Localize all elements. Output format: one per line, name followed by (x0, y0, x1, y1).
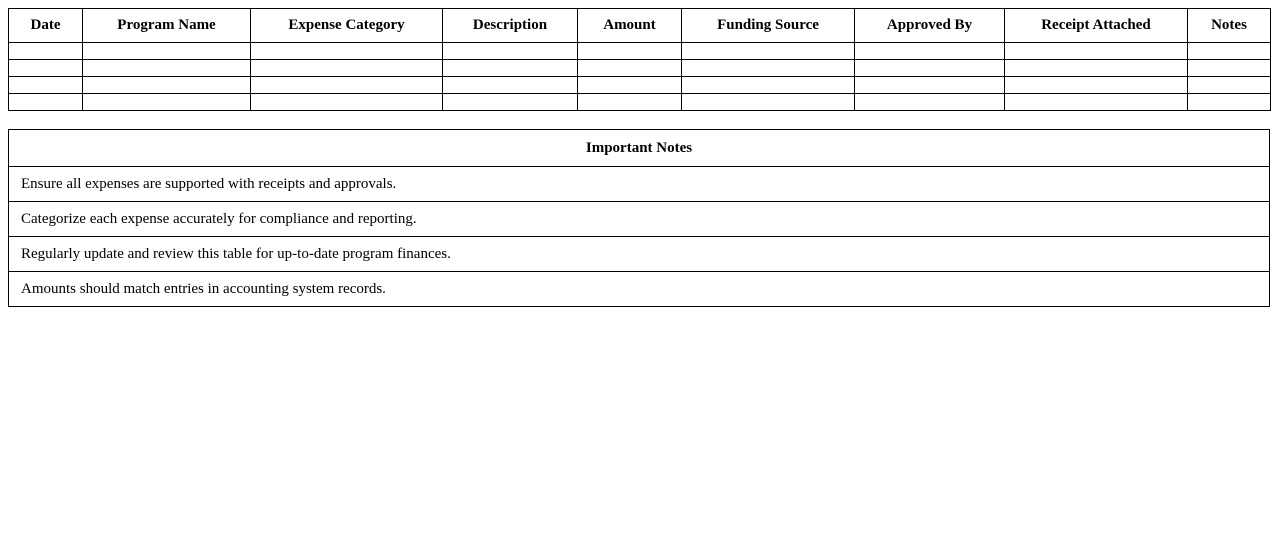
table-cell[interactable] (9, 43, 83, 60)
notes-title: Important Notes (9, 130, 1270, 167)
table-row (9, 94, 1271, 111)
table-cell[interactable] (1188, 94, 1271, 111)
table-cell[interactable] (251, 94, 443, 111)
table-cell[interactable] (443, 94, 578, 111)
notes-row (9, 272, 1270, 307)
column-header-description: Description (443, 9, 578, 43)
table-cell[interactable] (578, 43, 682, 60)
table-cell[interactable] (1188, 77, 1271, 94)
table-cell[interactable] (1188, 60, 1271, 77)
note-item: Regularly update and review this table for up-to-date program finances. (9, 237, 1270, 272)
table-cell[interactable] (855, 94, 1005, 111)
notes-header-row (9, 130, 1270, 167)
table-cell[interactable] (443, 77, 578, 94)
table-cell[interactable] (9, 60, 83, 77)
table-cell[interactable] (9, 77, 83, 94)
table-cell[interactable] (855, 77, 1005, 94)
table-cell[interactable] (682, 77, 855, 94)
table-cell[interactable] (83, 43, 251, 60)
table-cell[interactable] (682, 94, 855, 111)
table-cell[interactable] (443, 60, 578, 77)
table-row (9, 77, 1271, 94)
column-header-date: Date (9, 9, 83, 43)
column-header-expense-category: Expense Category (251, 9, 443, 43)
column-header-notes: Notes (1188, 9, 1271, 43)
note-item: Amounts should match entries in accounting system records. (9, 272, 1270, 307)
table-cell[interactable] (1005, 43, 1188, 60)
table-cell[interactable] (83, 94, 251, 111)
table-cell[interactable] (251, 43, 443, 60)
table-cell[interactable] (578, 60, 682, 77)
table-cell[interactable] (9, 94, 83, 111)
table-row (9, 43, 1271, 60)
table-cell[interactable] (855, 60, 1005, 77)
table-cell[interactable] (1005, 60, 1188, 77)
table-cell[interactable] (1005, 77, 1188, 94)
table-cell[interactable] (578, 77, 682, 94)
column-header-approved-by: Approved By (855, 9, 1005, 43)
expense-table-header-row (9, 9, 1271, 43)
table-cell[interactable] (578, 94, 682, 111)
note-item: Ensure all expenses are supported with receipts and approvals. (9, 167, 1270, 202)
table-row (9, 60, 1271, 77)
column-header-funding-source: Funding Source (682, 9, 855, 43)
table-cell[interactable] (251, 60, 443, 77)
table-cell[interactable] (83, 60, 251, 77)
expense-table (8, 8, 1271, 111)
table-cell[interactable] (682, 43, 855, 60)
table-cell[interactable] (443, 43, 578, 60)
table-cell[interactable] (83, 77, 251, 94)
notes-row (9, 237, 1270, 272)
column-header-receipt-attached: Receipt Attached (1005, 9, 1188, 43)
table-cell[interactable] (855, 43, 1005, 60)
note-item: Categorize each expense accurately for compliance and reporting. (9, 202, 1270, 237)
table-cell[interactable] (1005, 94, 1188, 111)
important-notes-table (8, 129, 1270, 307)
notes-row (9, 167, 1270, 202)
column-header-amount: Amount (578, 9, 682, 43)
column-header-program-name: Program Name (83, 9, 251, 43)
table-cell[interactable] (1188, 43, 1271, 60)
table-cell[interactable] (682, 60, 855, 77)
table-cell[interactable] (251, 77, 443, 94)
notes-row (9, 202, 1270, 237)
